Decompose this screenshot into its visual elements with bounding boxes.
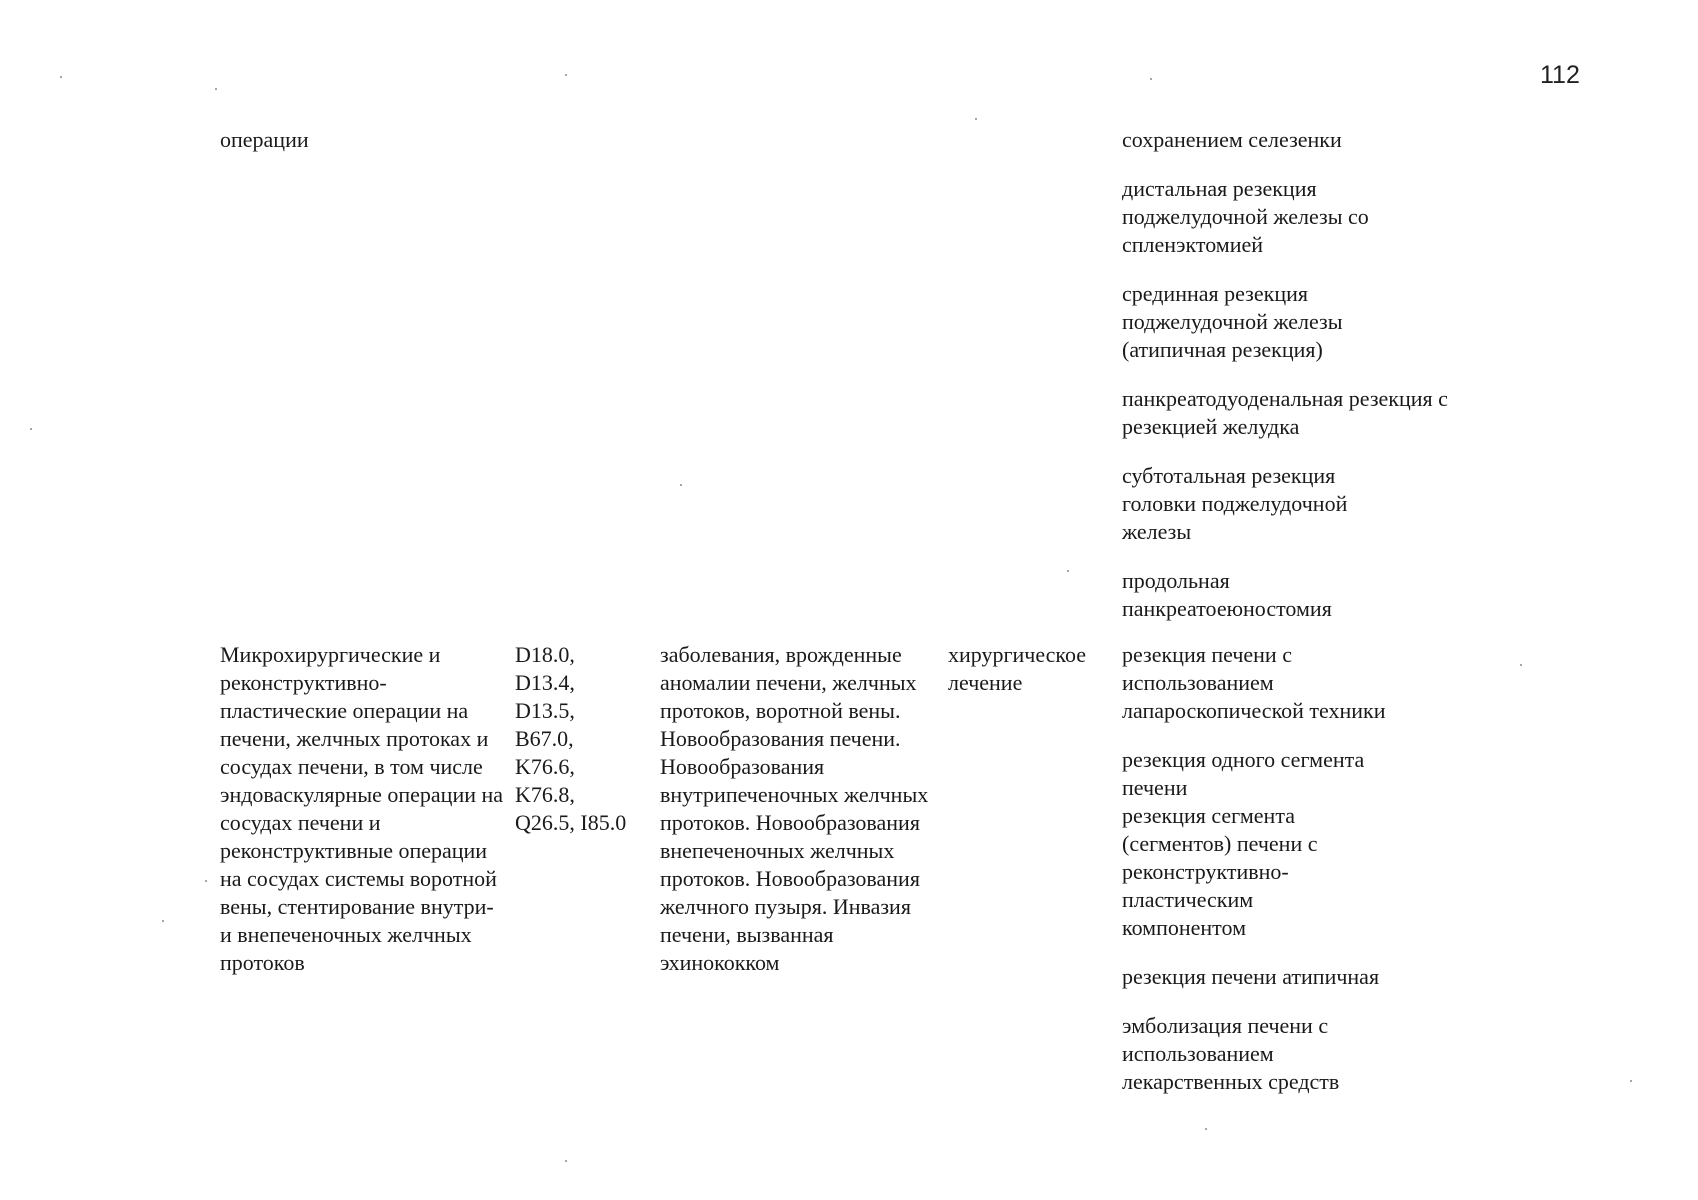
method-item: субтотальная резекция головки поджелудочной железы [1122, 463, 1348, 544]
icd-code: K76.6, [515, 754, 575, 779]
scan-speck [1630, 1080, 1632, 1082]
scan-speck [975, 118, 977, 120]
icd-code: K76.8, [515, 782, 575, 807]
scan-speck [215, 88, 217, 90]
method-item: резекция печени с использованием лапароскопической техники [1122, 642, 1386, 723]
scan-speck [1205, 1128, 1207, 1130]
method-item: резекция сегмента (сегментов) печени с реконструктивно-пластическим компонентом [1122, 803, 1318, 940]
method-item: панкреатодуоденальная резекция с резекцией желудка [1122, 386, 1448, 439]
scan-speck [680, 484, 682, 486]
procedure-name-cell: Микрохирургические и реконструктивно-пластические операции на печени, желчных протоках и сосудах печени, в том числе эндоваскулярные операции на сосудах печени и реконструктивные операции на сосудах системы воротной вены, стентирование внутри- и внепеченочных желчных протоков [220, 642, 504, 975]
method-item: эмболизация печени с использованием лекарственных средств [1122, 1013, 1340, 1094]
method-item: резекция одного сегмента печени [1122, 747, 1365, 800]
scan-speck [30, 428, 32, 430]
scan-speck [60, 76, 62, 78]
scan-speck [1520, 664, 1522, 666]
icd-code: B67.0, [515, 726, 574, 751]
method-item: продольная панкреатоеюностомия [1122, 568, 1332, 621]
treatment-type-cell: хирургическое лечение [948, 642, 1087, 695]
scan-speck [205, 880, 207, 882]
scan-speck [565, 74, 567, 76]
scan-speck [1150, 78, 1152, 80]
scan-speck [1067, 570, 1069, 572]
method-item: дистальная резекция поджелудочной железы со спленэктомией [1122, 176, 1369, 257]
continued-name-cell: операции [220, 127, 309, 152]
method-item: срединная резекция поджелудочной железы (атипичная резекция) [1122, 281, 1343, 362]
page-number: 112 [1540, 61, 1580, 89]
continued-methods-cell [1122, 126, 1462, 644]
disease-model-cell: заболевания, врожденные аномалии печени, желчных протоков, воротной вены. Новообразования печени. Новообразования внутрипеченочных желчных протоков. Новообразования внепеченочных желчных протоков. Новообразования желчного пузыря. Инвазия печени, вызванная эхинококком [660, 642, 929, 975]
scan-speck [565, 1160, 567, 1162]
icd-codes-cell [515, 641, 650, 837]
icd-code: D13.5, [515, 698, 575, 723]
icd-code: D18.0, [515, 642, 575, 667]
icd-code: D13.4, [515, 670, 575, 695]
treatment-methods-cell [1122, 641, 1462, 1117]
method-item: резекция печени атипичная [1122, 964, 1380, 989]
icd-code: Q26.5, I85.0 [515, 810, 627, 835]
method-item: сохранением селезенки [1122, 127, 1342, 152]
scan-speck [162, 920, 164, 922]
